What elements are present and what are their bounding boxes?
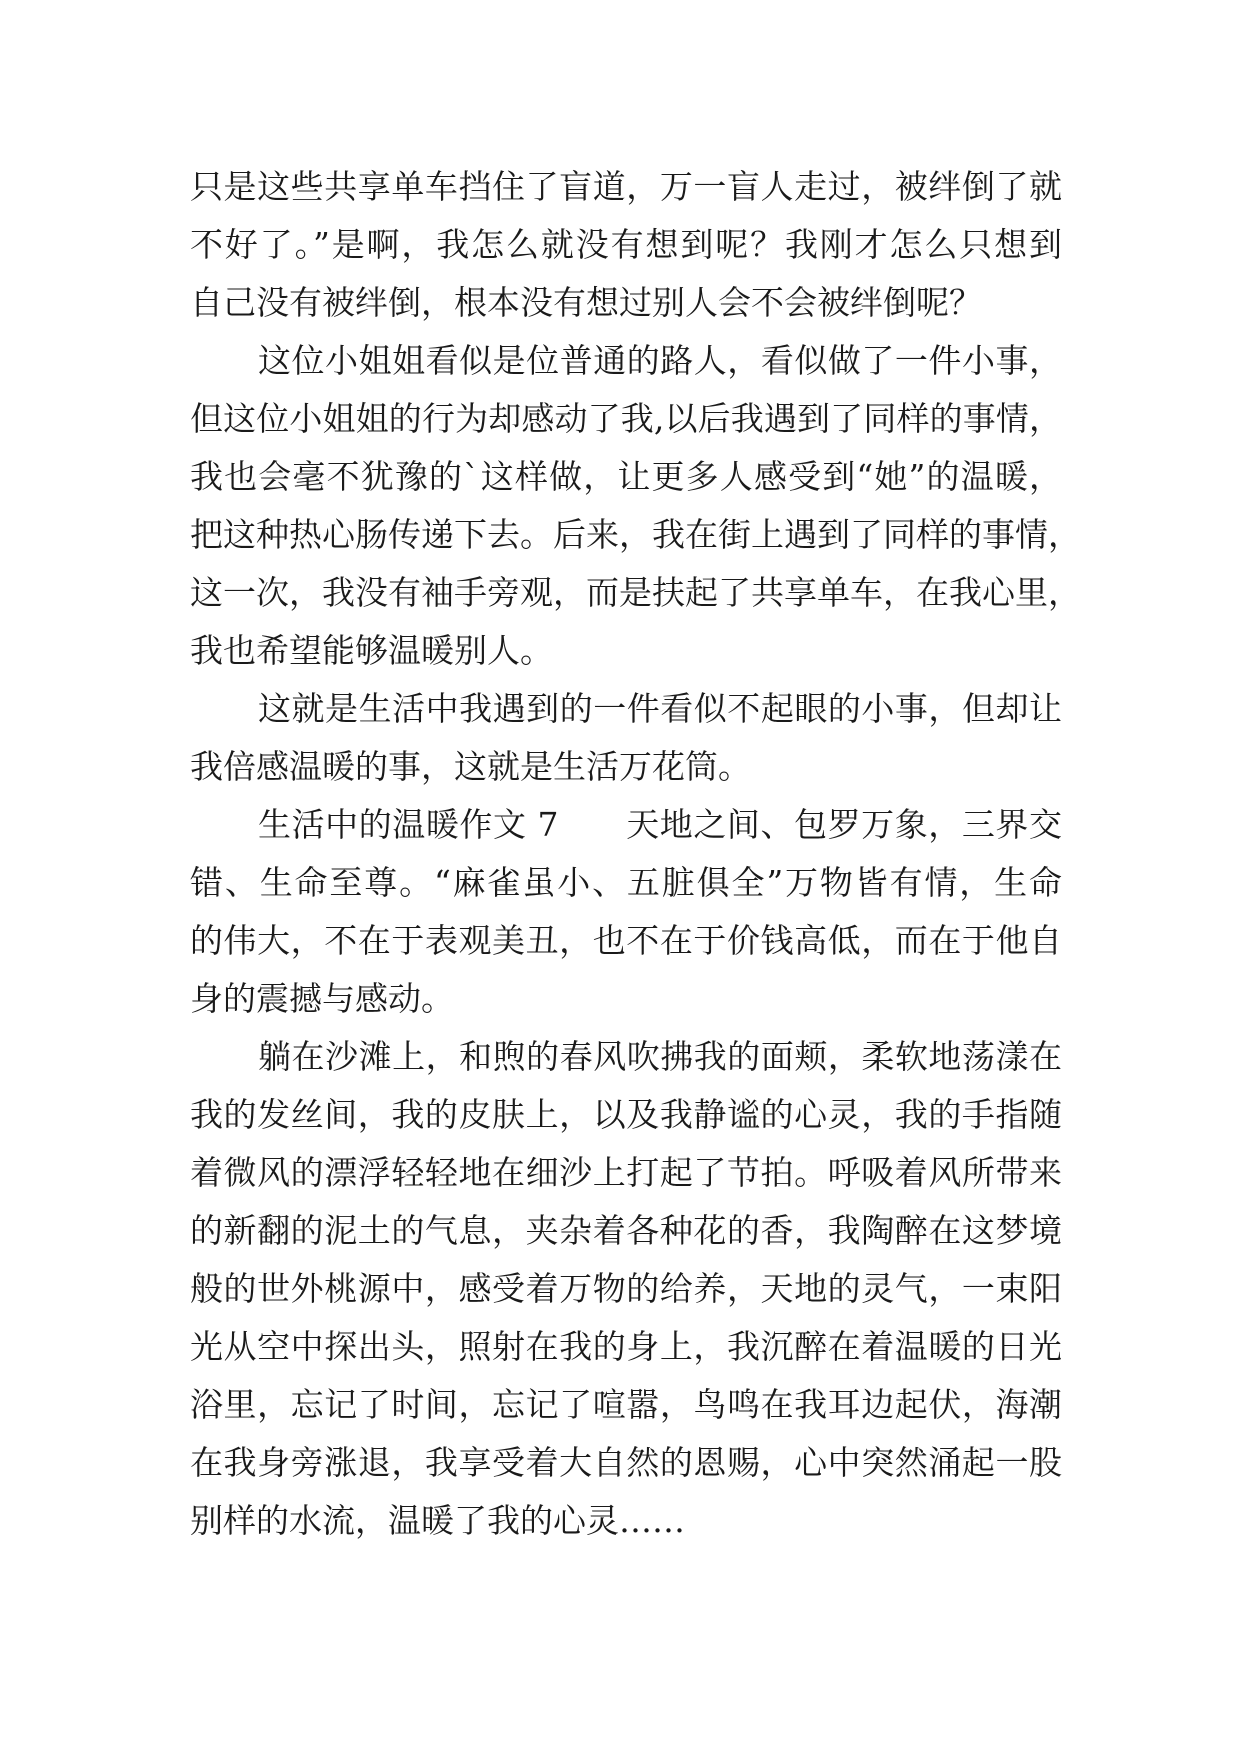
text-line: 把这种热心肠传递下去。后来，我在街上遇到了同样的事情，: [190, 515, 1081, 554]
text-line: 般的世外桃源中，感受着万物的给养，天地的灵气，一束阳: [190, 1269, 1062, 1308]
text-line: 的伟大，不在于表观美丑，也不在于价钱高低，而在于他自: [190, 921, 1062, 960]
text-line: 光从空中探出头，照射在我的身上，我沉醉在着温暖的日光: [190, 1327, 1062, 1366]
text-line: 错、生命至尊。“麻雀虽小、五脏俱全”万物皆有情，生命: [190, 863, 1062, 902]
text-line: 只是这些共享单车挡住了盲道，万一盲人走过，被绊倒了就: [190, 167, 1062, 206]
text-line: 别样的水流，温暖了我的心灵……: [190, 1501, 685, 1540]
text-line: 我也希望能够温暖别人。: [190, 631, 553, 670]
text-line: 我也会毫不犹豫的`这样做，让更多人感受到“她”的温暖，: [190, 457, 1062, 496]
text-line: 这一次，我没有袖手旁观，而是扶起了共享单车，在我心里，: [190, 573, 1081, 612]
text-line: 这位小姐姐看似是位普通的路人，看似做了一件小事，: [258, 341, 1062, 380]
text-line: 但这位小姐姐的行为却感动了我,以后我遇到了同样的事情，: [190, 399, 1062, 438]
document-body: [190, 158, 1081, 1550]
text-line: 不好了。”是啊，我怎么就没有想到呢？我刚才怎么只想到: [190, 225, 1062, 264]
text-line: 着微风的漂浮轻轻地在细沙上打起了节拍。呼吸着风所带来: [190, 1153, 1062, 1192]
text-line: 身的震撼与感动。: [190, 979, 454, 1018]
text-line: 的新翻的泥土的气息，夹杂着各种花的香，我陶醉在这梦境: [190, 1211, 1062, 1250]
text-line: 这就是生活中我遇到的一件看似不起眼的小事，但却让: [258, 689, 1062, 728]
text-line: 躺在沙滩上，和煦的春风吹拂我的面颊，柔软地荡漾在: [258, 1037, 1062, 1076]
text-line: 生活中的温暖作文 7 天地之间、包罗万象，三界交: [258, 805, 1062, 844]
text-line: 自己没有被绊倒，根本没有想过别人会不会被绊倒呢？: [190, 283, 982, 322]
text-line: 我的发丝间，我的皮肤上，以及我静谧的心灵，我的手指随: [190, 1095, 1062, 1134]
text-line: 在我身旁涨退，我享受着大自然的恩赐，心中突然涌起一股: [190, 1443, 1062, 1482]
text-line: 浴里，忘记了时间，忘记了喧嚣，鸟鸣在我耳边起伏，海潮: [190, 1385, 1062, 1424]
text-line: 我倍感温暖的事，这就是生活万花筒。: [190, 747, 751, 786]
